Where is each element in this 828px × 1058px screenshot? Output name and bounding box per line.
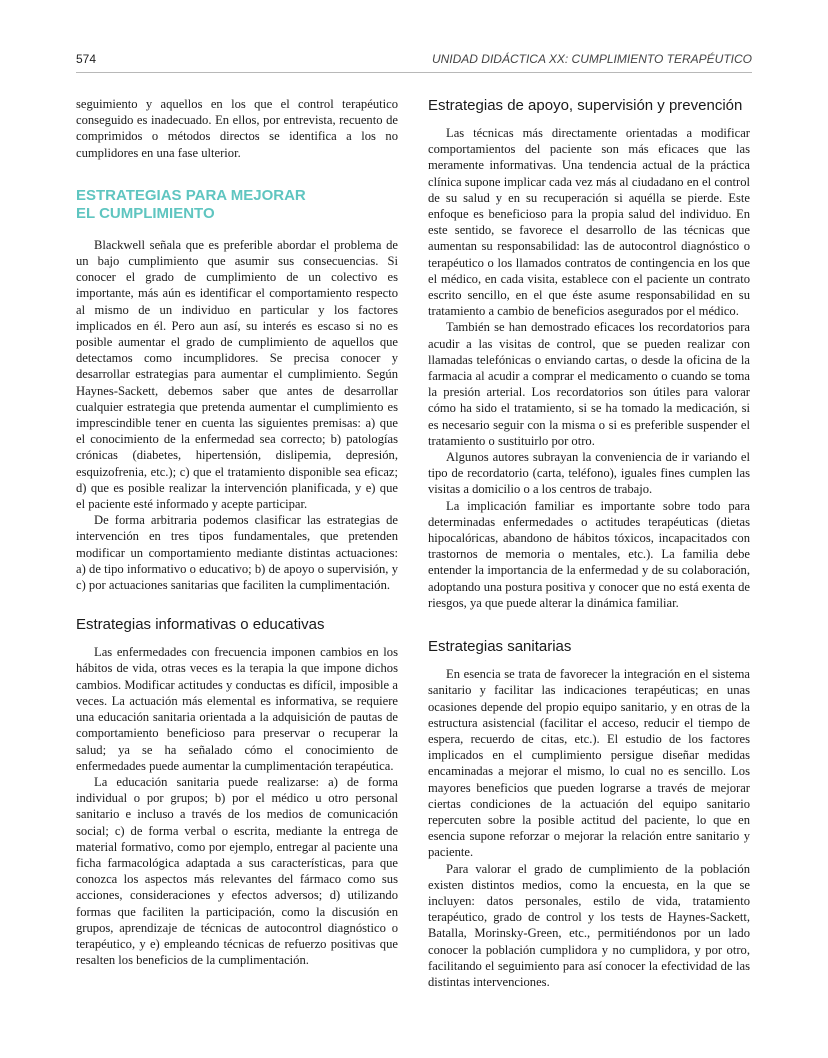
apoyo-paragraph-3: Algunos autores subrayan la conveniencia de ir variando el tipo de recordatorio (carta, teléfono), iguales fines cumplen las visitas a domicilio o a los centros de trabajo.: [428, 450, 750, 497]
subheading-apoyo: Estrategias de apoyo, supervisión y prevención: [428, 97, 743, 114]
running-head: UNIDAD DIDÁCTICA XX: CUMPLIMIENTO TERAPÉUTICO: [431, 52, 752, 66]
section-paragraph-1: Blackwell señala que es preferible abordar el problema de un bajo cumplimiento que asumir sus consecuencias. Si conocer el grado de cumplimiento de un colectivo es importante, más aún es identificar el comportamiento respecto al mismo de un individuo en particular y los factores implicados en él. Pero aun así, su interés es escaso si no es posible aumentar el grado de cumplimiento de aquellos que detectamos como incumplidores. Se precisa conocer y desarrollar estrategias para aumentar el cumplimiento. Según Haynes-Sackett, debemos saber que antes de desarrollar cualquier estrategia que pretenda aumentar el cumplimiento es imprescindible tener en cuenta las siguientes premisas: a) que el conocimiento de la enfermedad sea correcto; b) patologías crónicas (diabetes, hipertensión, dislipemia, depresión, esquizofrenia, etc.); c) que el tratamiento disponible sea eficaz; d) que es posible realizar la intervención planificada, y e) que el paciente esté informado y acepte participar.: [76, 237, 398, 512]
apoyo-paragraph-2: También se han demostrado eficaces los recordatorios para acudir a las visitas de control, que se pueden realizar con llamadas telefónicas o enviando cartas, o desde la oficina de la farmacia al acudir a comprar el medicamento o cuando se toma la presión arterial. Los recordatorios son útiles para valorar cómo ha sido el tratamiento, si se ha tomado la medicación, si es necesario seguir con la misma o si es preferible suspender el tratamiento o sustituirlo por otro.: [428, 320, 750, 448]
intro-paragraph: seguimiento y aquellos en los que el control terapéutico conseguido es inadecuado. En ellos, por entrevista, recuento de comprimidos o métodos directos se identifica a los no cumplidores en una fase ulterior.: [76, 97, 398, 160]
page-header: [76, 52, 752, 73]
left-column: [76, 96, 398, 968]
sanitarias-paragraph-2: Para valorar el grado de cumplimiento de la población existen distintos medios, como la encuesta, en la que se incluyen: datos personales, estilo de vida, tratamiento terapéutico, grado de control y los tests de Haynes-Sackett, Batalla, Morinsky-Green, etc., permitiéndonos por un lado conocer la población cumplidora y no cumplidora, y por otro, facilitando el seguimiento para así conocer la efectividad de las distintas intervenciones.: [428, 861, 750, 989]
subheading-informativas: Estrategias informativas o educativas: [76, 616, 325, 634]
right-column: [428, 96, 750, 990]
section-heading-line-2: EL CUMPLIMIENTO: [76, 204, 215, 222]
sanitarias-paragraph-1: En esencia se trata de favorecer la integración en el sistema sanitario y facilitar las indicaciones terapéuticas; en unas ocasiones depende del propio equipo sanitario, y en otras de la estructura asistencial (facilitar el acceso, reducir el tiempo de espera, recuerdo de citas, etc.). El estudio de los factores implicados en el cumplimiento persigue diseñar medidas encaminadas a mejorar el mismo, lo cual no es sencillo. Los mayores beneficios que pueden lograrse a través de mejorar ciertas condiciones de la actuación del equipo sanitario repercuten sobre la posible actitud del paciente, lo que en esencia supone reforzar o mejorar la relación entre sanitario y paciente.: [428, 667, 750, 860]
informativas-paragraph-1: Las enfermedades con frecuencia imponen cambios en los hábitos de vida, otras veces es la terapia la que impone dichos cambios. Modificar actitudes y conductas es difícil, imposible a veces. La actuación más elemental es informativa, se requiere una educación sanitaria orientada a la adquisición de pautas de comportamiento beneficioso para preservar o recuperar la salud; ya se ha señalado cómo el conocimiento de enfermedades puede aumentar la cumplimentación terapéutica.: [76, 645, 398, 773]
apoyo-paragraph-1: Las técnicas más directamente orientadas a modificar comportamientos del paciente son más eficaces que las meramente informativas. Una tendencia actual de la práctica clínica supone implicar cada vez más al ciudadano en el control de su salud y en su recuperación si aquélla se pierde. Este enfoque es beneficioso para la propia salud del individuo. En este sentido, se favorece el desarrollo de las técnicas que aumentan su responsabilidad: las de autocontrol diagnóstico o terapéutico o los llamados contratos de contingencia en los que el médico, en cada visita, establece con el paciente un contrato escrito sencillo, en el que éste asume responsabilidad en su tratamiento a cambio de beneficios asegurados por el médico.: [428, 126, 750, 319]
informativas-paragraph-2: La educación sanitaria puede realizarse: a) de forma individual o por grupos; b) por el médico u otro personal sanitario e incluso a través de los medios de comunicación social; c) de forma verbal o escrita, mediante la entrega de material formativo, como por ejemplo, entregar al paciente una ficha farmacológica adaptada a sus características, para que conozca los aspectos más relevantes del fármaco como sus acciones, consideraciones y efectos adversos; d) utilizando formas que faciliten la participación, como la discusión en grupos, aprendizaje de técnicas de autocontrol diagnóstico o terapéutico, y e) empleando técnicas de refuerzo positivas que resalten los beneficios de la cumplimentación.: [76, 774, 398, 968]
subheading-sanitarias: Estrategias sanitarias: [428, 638, 572, 656]
apoyo-paragraph-4: La implicación familiar es importante sobre todo para determinadas enfermedades o actitudes terapéuticas (dietas hipocalóricas, abandono de hábitos tóxicos, incapacitados con trastornos de memoria o mentales, etc.). La familia debe entender la importancia de la enfermedad y de su colaboración, adoptando una postura positiva y conocer que no está exenta de riesgos, ya que puede alterar la dinámica familiar.: [428, 498, 750, 610]
section-heading: [76, 187, 398, 223]
section-heading-line-1: ESTRATEGIAS PARA MEJORAR: [76, 186, 306, 204]
section-paragraph-2: De forma arbitraria podemos clasificar las estrategias de intervención en tres tipos fundamentales, que pretenden modificar un comportamiento mediante distintas actuaciones: a) de tipo informativo o educativo; b) de apoyo o supervisión, y c) por actuaciones sanitarias que faciliten la cumplimentación.: [76, 513, 398, 593]
page-number: 574: [76, 52, 97, 66]
